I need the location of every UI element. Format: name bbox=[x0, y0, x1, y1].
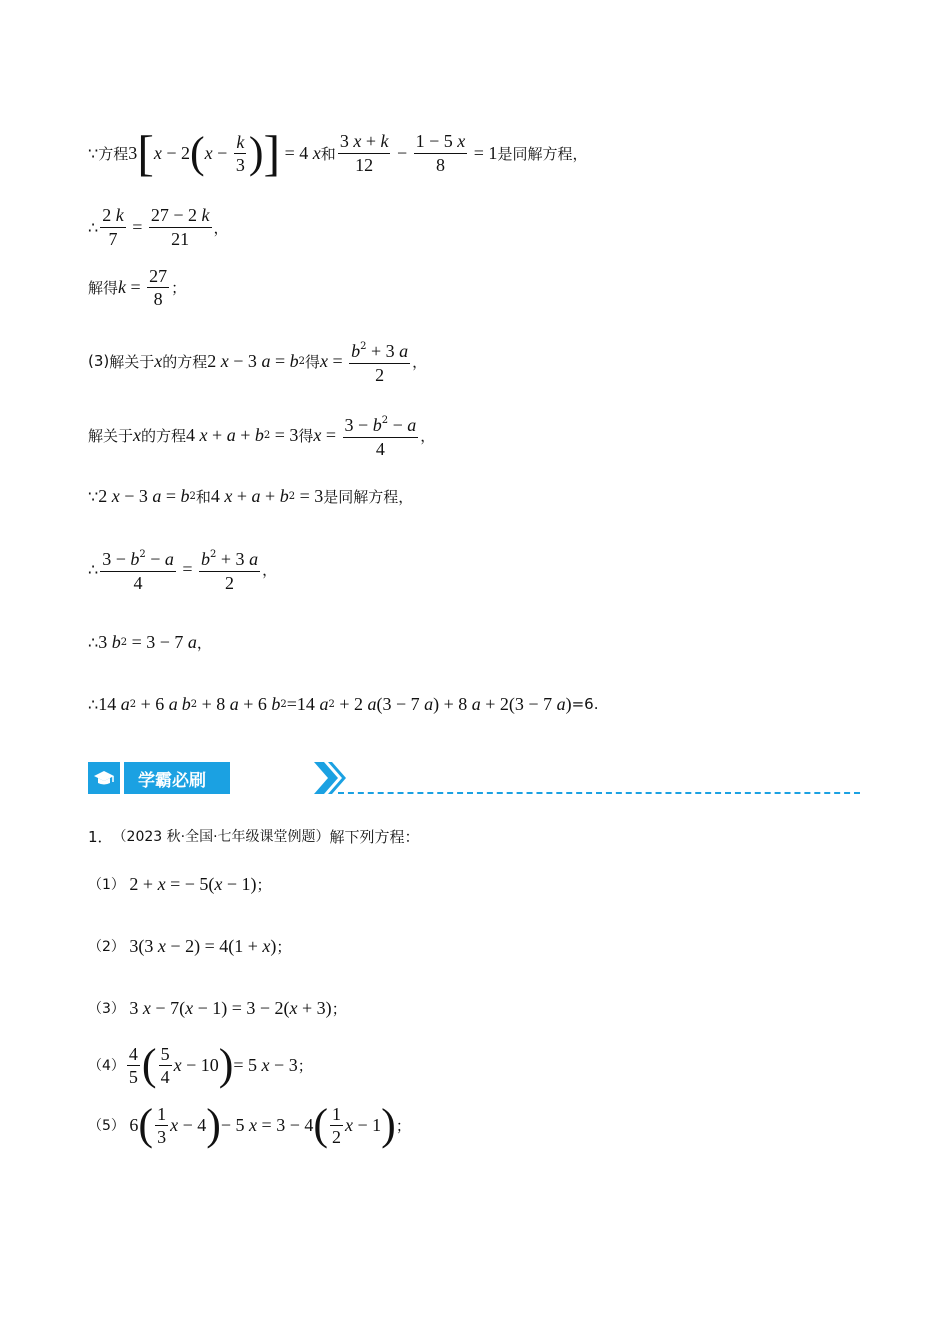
fraction-3-b2-a-4: $\frac{3 - b^2 - a}{4}$ bbox=[343, 411, 419, 459]
chevron-right-icon bbox=[314, 762, 346, 794]
therefore-symbol: ∴ bbox=[88, 217, 99, 237]
equation-line-5: 解关于 x 的方程 4 x + a + b 2 = 3 得 x = $\frac{3 - b^2 - a}{4}$ ， bbox=[88, 412, 435, 458]
math-expr: 3 bbox=[128, 142, 138, 163]
text-about-2: 解关于 bbox=[88, 426, 134, 445]
exercise-item-1: （1） 2 + x = − 5( x − 1) ； bbox=[88, 873, 272, 894]
item-label: （4） bbox=[88, 1058, 125, 1074]
text-get-2: 得 bbox=[298, 426, 314, 445]
text-same-solution: 是同解方程， bbox=[497, 144, 588, 163]
equation-line-7: ∴ $\frac{3 - b^2 - a}{4}$ = $\frac{b^2 + 3 a}{2}$ ， bbox=[88, 546, 277, 592]
fraction-27-8: $\frac{27}{8}$ bbox=[149, 265, 168, 309]
exercise-header bbox=[88, 824, 420, 848]
text-equation-2: 的方程 bbox=[141, 426, 187, 445]
section-banner bbox=[88, 760, 860, 796]
text-get: 得 bbox=[304, 352, 320, 371]
fraction-3-b2-a-4-b: $\frac{3 - b^2 - a}{4}$ bbox=[100, 545, 176, 593]
fraction-b2-3a-2-b: $\frac{b^2 + 3 a}{2}$ bbox=[199, 545, 260, 593]
equation-line-1: ∵ 方程 3 [ x − 2 ( x − $\frac{k}{3}$ ) ] = 4 x 和 $\frac{3 x + k}{12}$ − $\frac{1 - 5 x}{8}$ = 1 是同解方程， bbox=[88, 125, 588, 181]
item-label: （3） bbox=[88, 1001, 125, 1017]
fraction-1-5x-8: $\frac{1 - 5 x}{8}$ bbox=[415, 131, 466, 175]
exercise-number: 1． bbox=[88, 827, 113, 846]
label-3: (3) bbox=[88, 352, 110, 370]
text-about: 解关于 bbox=[109, 352, 155, 371]
equation-line-8: ∴ 3 b 2 = 3 − 7 a ， bbox=[88, 631, 212, 652]
exercise-item-5: （5） 6 ( $\frac{1}{3}$ x − 4 ) − 5 x = 3 − 4 ( $\frac{1}{2}$ x − 1 ) ； bbox=[88, 1100, 411, 1149]
item-label: （2） bbox=[88, 939, 125, 955]
banner-title: 学霸必刷 bbox=[124, 762, 230, 794]
text-and: 和 bbox=[320, 144, 336, 163]
item-label: （1） bbox=[88, 877, 125, 893]
graduation-cap-icon bbox=[88, 762, 120, 794]
equation-line-4: (3) 解关于 x 的方程 2 x − 3 a = b 2 得 x = $\frac{b^2 + 3 a}{2}$ ， bbox=[88, 338, 427, 384]
exercise-item-2: （2） 3(3 x − 2) = 4(1 + x ) ； bbox=[88, 935, 292, 956]
item-label: （5） bbox=[88, 1118, 125, 1134]
fraction-3x-k-12: $\frac{3 x + k}{12}$ bbox=[339, 131, 389, 175]
semicolon: ； bbox=[171, 278, 187, 297]
equation-line-9: ∴ 14 a 2 + 6 a b 2 + 8 a + 6 b 2 =14 a 2 + 2 a (3 − 7 a ) + 8 a + 2(3 − 7 a ) =6. bbox=[88, 693, 599, 714]
equation-line-6: ∵ 2 x − 3 a = b 2 和 4 x + a + b 2 = 3 是同解方程， bbox=[88, 485, 414, 506]
exercise-instruction: 解下列方程： bbox=[329, 827, 420, 846]
fraction-2k-7: $\frac{2 k}{7}$ bbox=[102, 205, 124, 249]
text-solve: 解得 bbox=[88, 278, 119, 297]
equation-line-3: 解得 k = $\frac{27}{8}$ ； bbox=[88, 265, 187, 309]
exercise-item-4: （4） $\frac{4}{5}$ ( $\frac{5}{4}$ x − 10 ) = 5 x − 3 ； bbox=[88, 1040, 313, 1089]
fraction-k-3: $\frac{k}{3}$ bbox=[235, 131, 245, 175]
fraction-b2-3a-2: $\frac{b^2 + 3 a}{2}$ bbox=[349, 337, 410, 385]
fraction-27-2k-21: $\frac{27 - 2 k}{21}$ bbox=[150, 205, 210, 249]
text-same-solution-2: 是同解方程， bbox=[323, 487, 414, 506]
text-fangcheng: 方程 bbox=[98, 144, 129, 163]
text-equation: 的方程 bbox=[162, 352, 208, 371]
dashed-divider bbox=[338, 792, 860, 794]
because-symbol: ∵ bbox=[88, 143, 99, 163]
exercise-item-3: （3） 3 x − 7( x − 1) = 3 − 2( x + 3) ； bbox=[88, 997, 347, 1018]
exercise-source: （2023 秋·全国·七年级课堂例题） bbox=[112, 829, 330, 845]
equation-line-2: ∴ $\frac{2 k}{7}$ = $\frac{27 - 2 k}{21}$ ， bbox=[88, 205, 229, 249]
text-and-2: 和 bbox=[195, 487, 211, 506]
result-value: =6. bbox=[571, 695, 599, 713]
